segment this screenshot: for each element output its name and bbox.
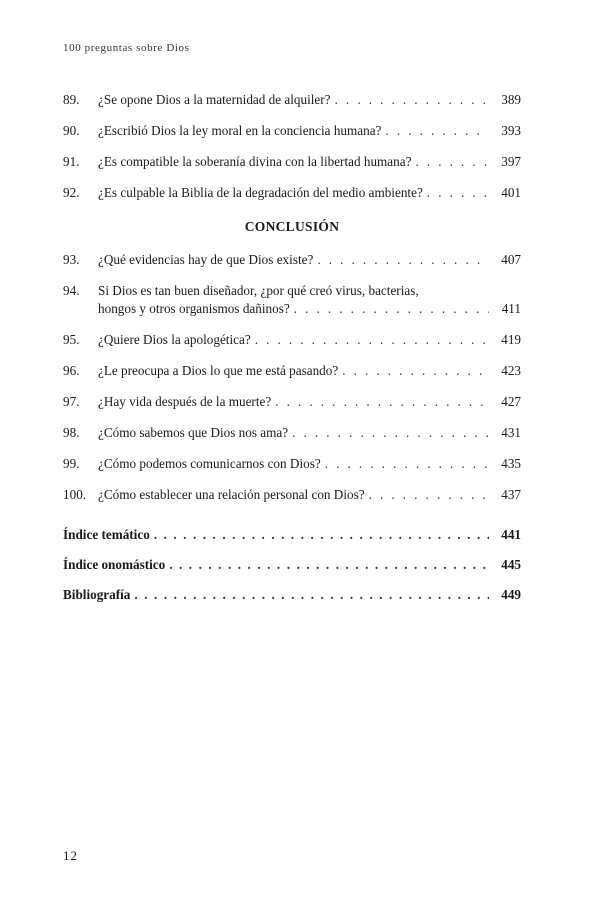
entry-title: ¿Cómo sabemos que Dios nos ama? <box>98 425 289 440</box>
toc-entry-99[interactable] <box>63 456 521 472</box>
entry-title: Índice temático <box>63 527 150 542</box>
entry-number: 97. <box>63 394 80 409</box>
entry-page: 427 <box>501 394 521 409</box>
entry-title: ¿Cómo establecer una relación personal con Dios? <box>98 487 365 502</box>
running-head: 100 preguntas sobre Dios <box>63 42 190 54</box>
entry-title: ¿Es compatible la soberanía divina con la libertad humana? <box>98 154 412 169</box>
entry-number: 98. <box>63 425 80 440</box>
toc-entry-98[interactable] <box>63 425 521 441</box>
toc-entry-90[interactable] <box>63 123 521 139</box>
entry-title: ¿Quiere Dios la apologética? <box>98 332 251 347</box>
entry-page: 449 <box>501 587 521 602</box>
dot-leader <box>292 425 489 441</box>
entry-number: 89. <box>63 92 80 107</box>
entry-number: 92. <box>63 185 80 200</box>
section-heading: CONCLUSIÓN <box>244 219 340 234</box>
toc-entry-94[interactable] <box>63 283 521 317</box>
toc-entry-91[interactable] <box>63 154 521 170</box>
dot-leader <box>169 557 489 573</box>
toc-entry-100[interactable] <box>63 487 521 503</box>
toc-entry-95[interactable] <box>63 332 521 348</box>
entry-page: 411 <box>501 301 521 316</box>
dot-leader <box>294 301 489 317</box>
toc-entry-indice-tematico[interactable] <box>63 527 521 543</box>
toc-entry-97[interactable] <box>63 394 521 410</box>
dot-leader <box>335 92 489 108</box>
entry-page: 445 <box>501 557 521 572</box>
entry-number: 96. <box>63 363 80 378</box>
entry-page: 419 <box>501 332 521 347</box>
entry-number: 95. <box>63 332 80 347</box>
entry-title-line1: Si Dios es tan buen diseñador, ¿por qué creó virus, bacterias, <box>98 283 419 298</box>
toc-entry-bibliografia[interactable] <box>63 587 521 603</box>
toc-entry-92[interactable] <box>63 185 521 201</box>
toc-entry-96[interactable] <box>63 363 521 379</box>
dot-leader <box>275 394 489 410</box>
entry-title: Bibliografía <box>63 587 131 602</box>
entry-page: 397 <box>501 154 521 169</box>
entry-title: Índice onomástico <box>63 557 166 572</box>
entry-title: ¿Escribió Dios la ley moral en la conciencia humana? <box>98 123 382 138</box>
entry-page: 441 <box>501 527 521 542</box>
entry-number: 90. <box>63 123 80 138</box>
entry-page: 407 <box>501 252 521 267</box>
entry-number: 100. <box>63 487 87 502</box>
dot-leader <box>427 185 489 201</box>
entry-page: 423 <box>501 363 521 378</box>
dot-leader <box>342 363 489 379</box>
entry-number: 93. <box>63 252 80 267</box>
dot-leader <box>255 332 489 348</box>
entry-number: 91. <box>63 154 80 169</box>
entry-page: 435 <box>501 456 521 471</box>
entry-number: 94. <box>63 283 80 298</box>
entry-title: ¿Es culpable la Biblia de la degradación del medio ambiente? <box>98 185 423 200</box>
entry-page: 393 <box>501 123 521 138</box>
dot-leader <box>154 527 489 543</box>
entry-title: ¿Le preocupa a Dios lo que me está pasando? <box>98 363 339 378</box>
table-of-contents <box>63 92 521 617</box>
entry-title: ¿Hay vida después de la muerte? <box>98 394 272 409</box>
entry-page: 437 <box>501 487 521 502</box>
dot-leader <box>385 123 489 139</box>
dot-leader <box>134 587 489 603</box>
toc-entry-93[interactable] <box>63 252 521 268</box>
toc-entry-89[interactable] <box>63 92 521 108</box>
entry-title: ¿Cómo podemos comunicarnos con Dios? <box>98 456 321 471</box>
dot-leader <box>415 154 489 170</box>
entry-page: 431 <box>501 425 521 440</box>
page-number: 12 <box>63 848 78 863</box>
entry-title: hongos y otros organismos dañinos? <box>98 301 290 316</box>
dot-leader <box>369 487 489 503</box>
entry-number: 99. <box>63 456 80 471</box>
dot-leader <box>325 456 489 472</box>
dot-leader <box>317 252 489 268</box>
entry-title: ¿Qué evidencias hay de que Dios existe? <box>98 252 314 267</box>
entry-title: ¿Se opone Dios a la maternidad de alquiler? <box>98 92 331 107</box>
entry-page: 401 <box>501 185 521 200</box>
entry-page: 389 <box>501 92 521 107</box>
toc-entry-indice-onomastico[interactable] <box>63 557 521 573</box>
